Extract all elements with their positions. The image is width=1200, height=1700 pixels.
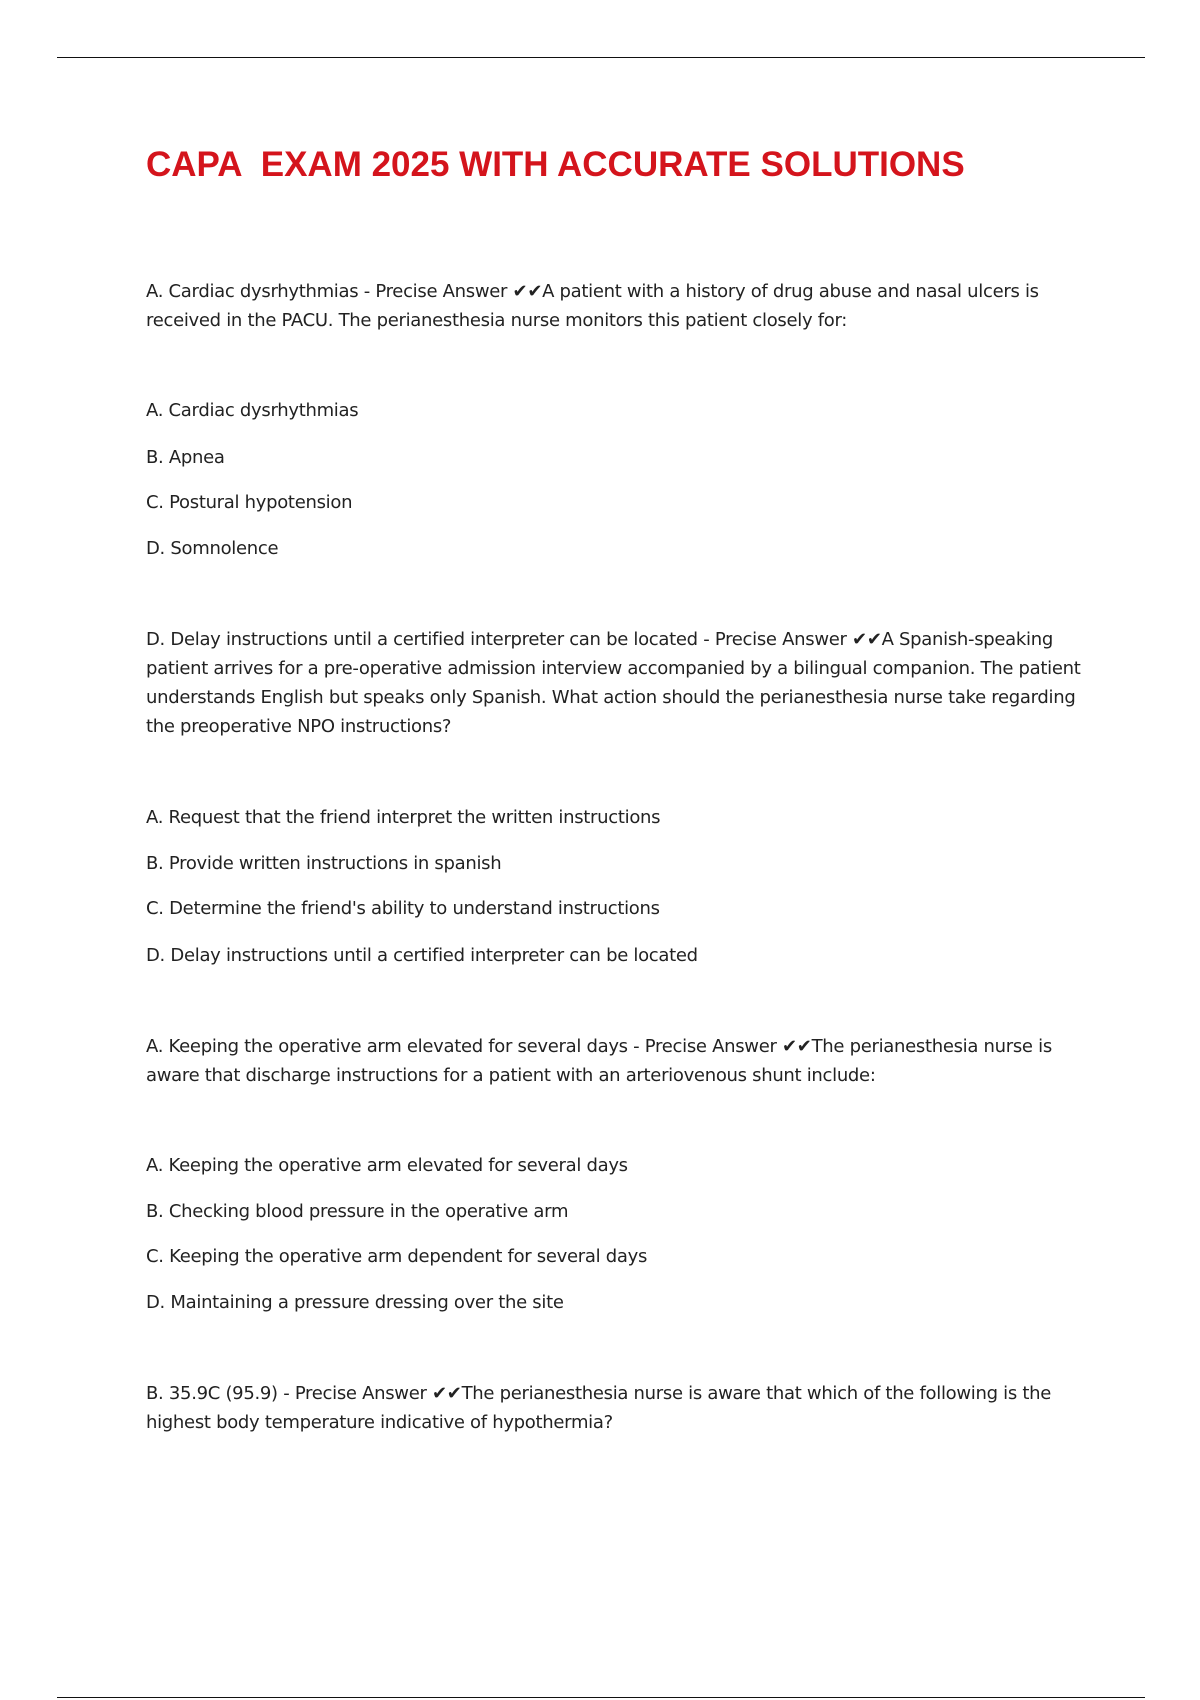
option: C. Keeping the operative arm dependent for several days: [146, 1246, 648, 1267]
option: C. Determine the friend's ability to understand instructions: [146, 898, 660, 919]
document-title: CAPA EXAM 2025 WITH ACCURATE SOLUTIONS: [146, 145, 965, 184]
option: A. Keeping the operative arm elevated for several days: [146, 1155, 628, 1176]
option: C. Postural hypotension: [146, 492, 353, 513]
option: B. Apnea: [146, 447, 225, 468]
question-1: A. Cardiac dysrhythmias - Precise Answer ✔✔A patient with a history of drug abuse and nasal ulcers is received in the PACU. The perianesthesia nurse monitors this patient closely for:: [146, 281, 1039, 331]
question-3: A. Keeping the operative arm elevated for several days - Precise Answer ✔✔The perianesthesia nurse is aware that discharge instructions for a patient with an arteriovenous shunt include:: [146, 1036, 1052, 1086]
option: D. Somnolence: [146, 538, 279, 559]
question-2: D. Delay instructions until a certified interpreter can be located - Precise Answer ✔✔A Spanish-speaking patient arrives for a pre-operative admission interview accompanied by a bilingual companion. The patient understands English but speaks only Spanish. What action should the perianesthesia nurse take regarding the preoperative NPO instructions?: [146, 629, 1081, 737]
question-4: B. 35.9C (95.9) - Precise Answer ✔✔The perianesthesia nurse is aware that which of the following is the highest body temperature indicative of hypothermia?: [146, 1383, 1051, 1433]
option: A. Request that the friend interpret the written instructions: [146, 807, 661, 828]
option: B. Checking blood pressure in the operative arm: [146, 1201, 569, 1222]
top-rule: [57, 57, 1145, 58]
option: D. Maintaining a pressure dressing over the site: [146, 1292, 564, 1313]
option: B. Provide written instructions in spanish: [146, 853, 502, 874]
option: A. Cardiac dysrhythmias: [146, 400, 359, 421]
bottom-rule: [57, 1697, 1145, 1698]
option: D. Delay instructions until a certified interpreter can be located: [146, 945, 698, 966]
